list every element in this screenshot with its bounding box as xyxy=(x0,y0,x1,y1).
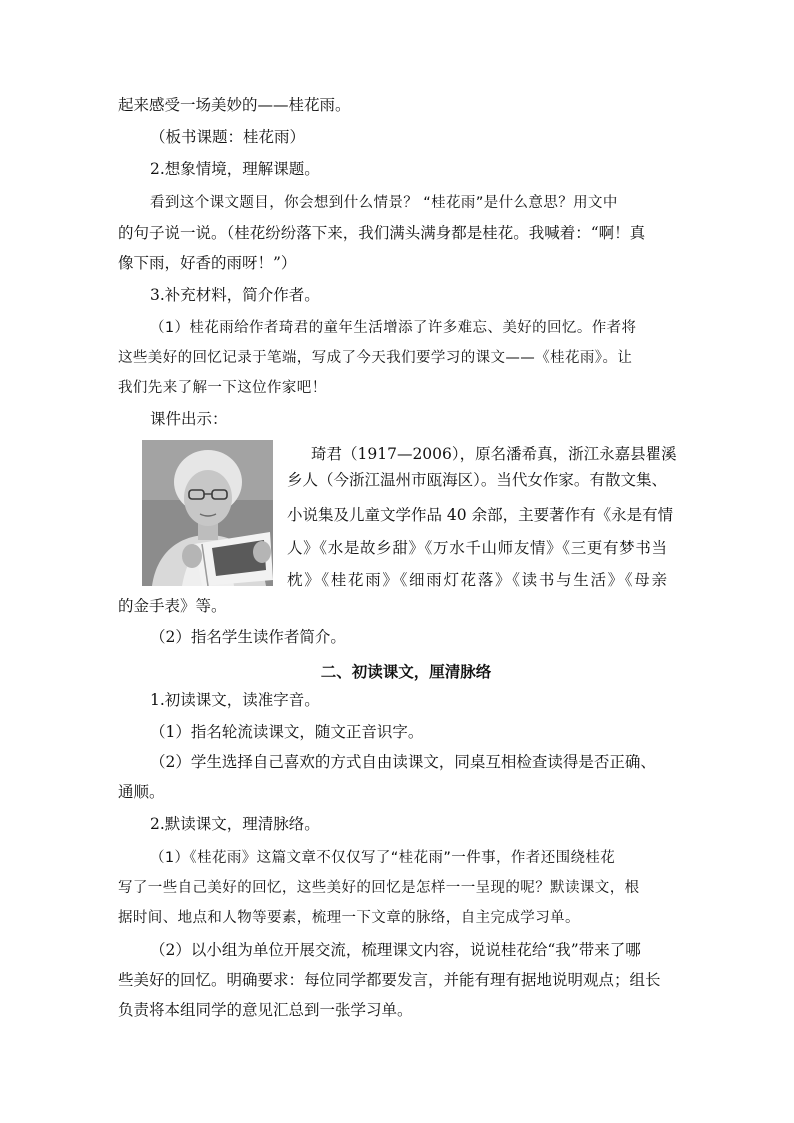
text-line: （2）指名学生读作者简介。 xyxy=(150,628,346,646)
courseware-label: 课件出示： xyxy=(150,410,228,428)
text-line: 负责将本组同学的意见汇总到一张学习单。 xyxy=(118,1001,413,1019)
text-line: 我们先来了解一下这位作家吧！ xyxy=(118,380,327,396)
text-line: （1）《桂花雨》这篇文章不仅仅写了“桂花雨”一件事，作者还围绕桂花 xyxy=(150,850,616,866)
author-photo xyxy=(142,440,273,586)
text-line: （2）以小组为单位开展交流，梳理课文内容，说说桂花给“我”带来了哪 xyxy=(150,941,641,959)
step-heading: 3.补充材料，简介作者。 xyxy=(150,286,320,304)
text-line: 的句子说一说。（桂花纷纷落下来，我们满头满身都是桂花。我喊着：“啊！真 xyxy=(118,224,646,242)
step-heading: 1.初读课文，读准字音。 xyxy=(150,691,320,709)
author-bio-line: 乡人（今浙江温州市瓯海区）。当代女作家。有散文集、 xyxy=(287,471,667,489)
section-heading: 二、初读课文，厘清脉络 xyxy=(320,663,492,681)
text-line: 些美好的回忆。明确要求：每位同学都要发言，并能有理有据地说明观点；组长 xyxy=(118,971,661,989)
text-line: 写了一些自己美好的回忆，这些美好的回忆是怎样一一呈现的呢？默读课文，根 xyxy=(118,880,640,896)
text-line: （2）学生选择自己喜欢的方式自由读课文，同桌互相检查读得是否正确、 xyxy=(150,753,656,771)
author-bio-line: 琦君（1917—2006），原名潘希真，浙江永嘉县瞿溪 xyxy=(311,445,677,463)
step-heading: 2.想象情境，理解课题。 xyxy=(150,160,320,178)
text-line: 起来感受一场美妙的——桂花雨。 xyxy=(118,96,351,114)
text-line: 像下雨，好香的雨呀！”） xyxy=(118,254,297,272)
author-bio-line: 枕》《桂花雨》《细雨灯花落》《读书与生活》《母亲 xyxy=(287,571,667,589)
text-line: 通顺。 xyxy=(118,783,165,801)
author-bio-line: 人》《水是故乡甜》《万水千山师友情》《三更有梦书当 xyxy=(287,539,667,557)
text-line: （1）指名轮流读课文，随文正音识字。 xyxy=(150,723,424,741)
text-line: 看到这个课文题目，你会想到什么情景？ “桂花雨”是什么意思？用文中 xyxy=(150,195,618,211)
author-bio-line: 小说集及儿童文学作品 40 余部，主要著作有《永是有情 xyxy=(287,506,674,524)
text-line: 据时间、地点和人物等要素，梳理一下文章的脉络，自主完成学习单。 xyxy=(118,910,580,926)
text-line: （1）桂花雨给作者琦君的童年生活增添了许多难忘、美好的回忆。作者将 xyxy=(150,320,637,336)
blackboard-title-note: （板书课题：桂花雨） xyxy=(150,128,306,146)
step-heading: 2.默读课文，理清脉络。 xyxy=(150,815,320,833)
text-line: 这些美好的回忆记录于笔端，写成了今天我们要学习的课文——《桂花雨》。让 xyxy=(118,350,633,366)
author-bio-line: 的金手表》等。 xyxy=(118,597,227,615)
